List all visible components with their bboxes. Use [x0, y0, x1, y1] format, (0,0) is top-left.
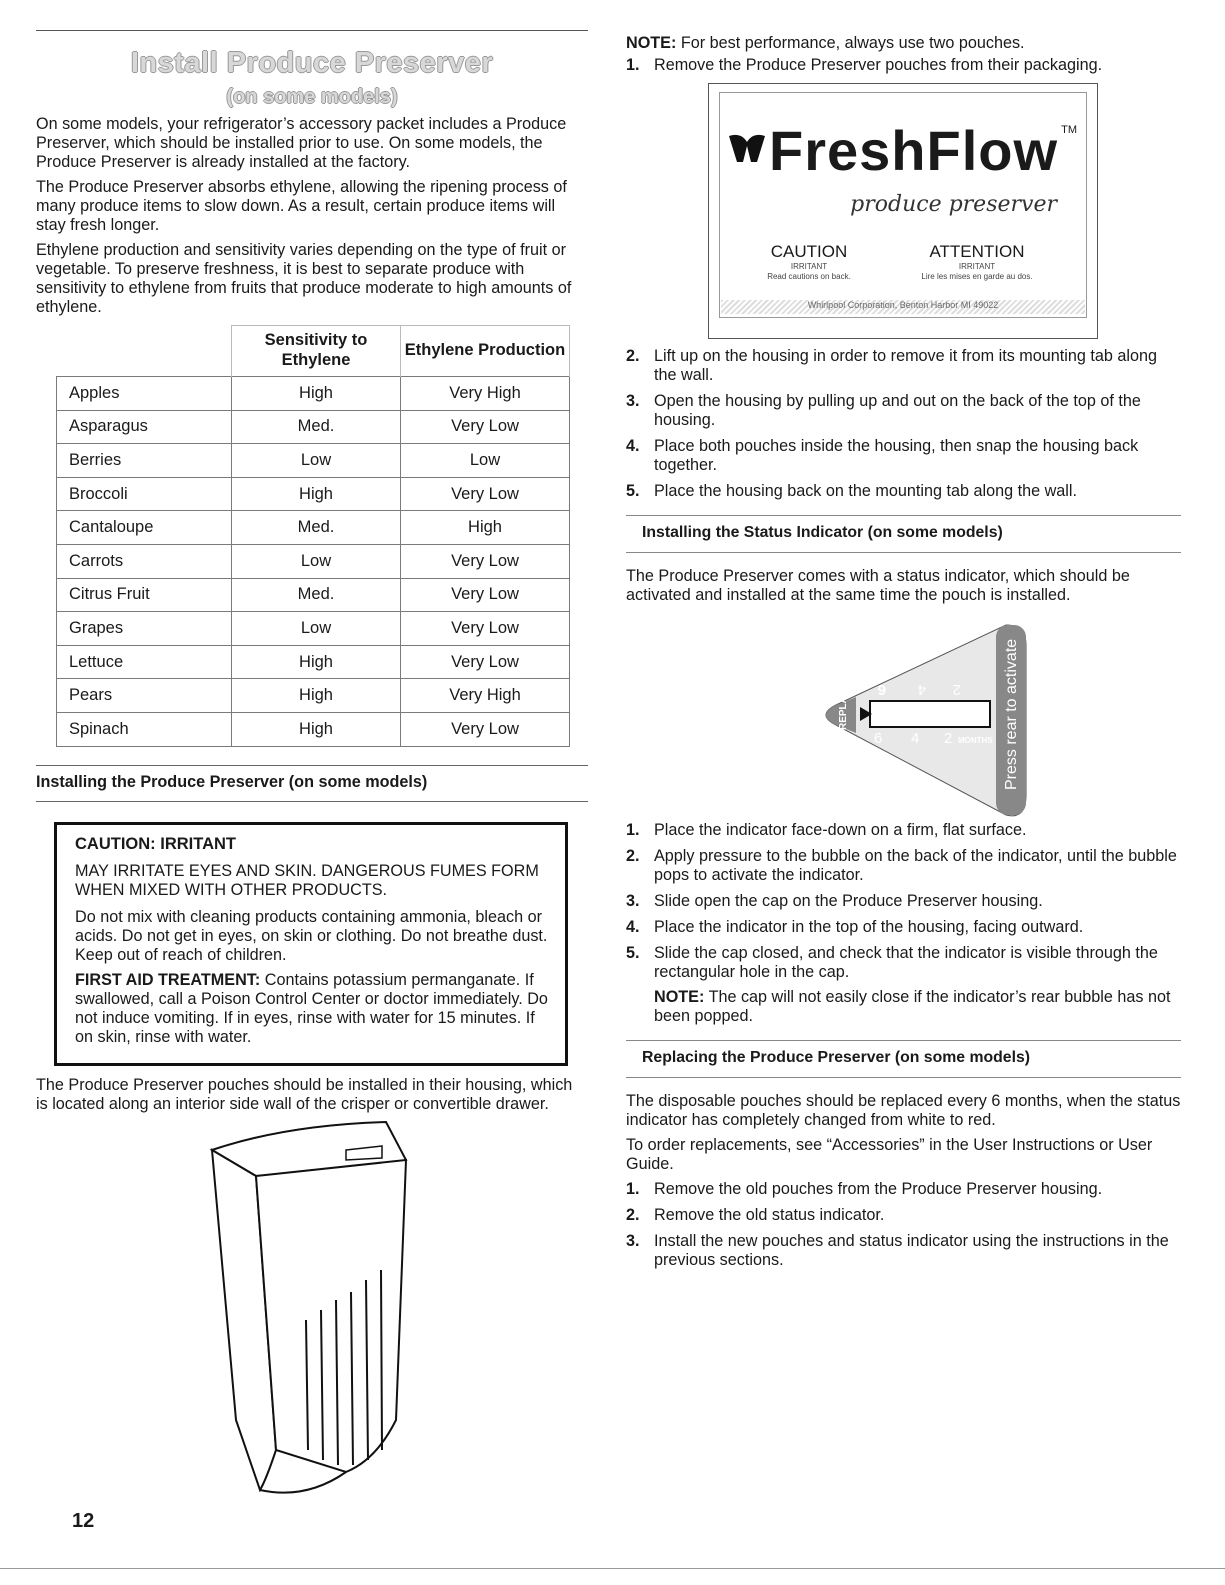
table-row	[57, 578, 570, 612]
top-divider	[36, 30, 588, 31]
food-name: Berries	[57, 444, 232, 478]
step-list-2	[626, 347, 1181, 501]
table-row	[57, 612, 570, 646]
list-item	[626, 892, 1181, 911]
production-cell: Very Low	[401, 477, 570, 511]
step-text: Slide open the cap on the Produce Preserver housing.	[654, 892, 1043, 910]
table-row	[57, 377, 570, 411]
table-row	[57, 511, 570, 545]
label-attention-title: ATTENTION	[929, 242, 1025, 261]
note-text: For best performance, always use two pouches.	[676, 34, 1025, 52]
table-row	[57, 712, 570, 746]
list-item	[626, 482, 1181, 501]
sensitivity-cell: Med.	[232, 578, 401, 612]
bottom-divider	[0, 1568, 1225, 1569]
ethylene-table	[56, 325, 570, 747]
sensitivity-cell: Low	[232, 612, 401, 646]
step-list-3	[626, 821, 1181, 1026]
step-text: Open the housing by pulling up and out on the back of the top of the housing.	[654, 392, 1141, 429]
food-name: Citrus Fruit	[57, 578, 232, 612]
housing-illustration	[36, 1120, 588, 1500]
step-number: 2.	[626, 847, 640, 865]
list-item	[626, 56, 1181, 75]
step-number: 3.	[626, 892, 640, 910]
step-text: Remove the Produce Preserver pouches from their packaging.	[654, 56, 1103, 74]
step-text: Apply pressure to the bubble on the back of the indicator, until the bubble pops to activate the indicator.	[654, 847, 1177, 884]
brand-subtitle: produce preserver	[850, 192, 1057, 217]
step-number: 4.	[626, 437, 640, 455]
table-row	[57, 679, 570, 713]
step-number: 2.	[626, 1206, 640, 1224]
step-number: 5.	[626, 944, 640, 962]
first-aid-label: FIRST AID TREATMENT:	[75, 970, 261, 989]
step-text: Place the housing back on the mounting tab along the wall.	[654, 482, 1077, 500]
right-column	[626, 30, 1181, 1277]
press-rear-text: Press rear to activate	[1003, 638, 1020, 790]
label-attention	[897, 242, 1057, 282]
caution-body: Do not mix with cleaning products containing ammonia, bleach or acids. Do not get in eyes, on skin or clothing. Do not breathe dust. Keep out of reach of children.	[75, 907, 548, 964]
freshflow-label	[708, 83, 1098, 339]
label-caution	[749, 242, 869, 282]
production-cell: Very Low	[401, 612, 570, 646]
page-title: Install Produce Preserver	[130, 47, 494, 79]
table-row	[57, 444, 570, 478]
step-list-4	[626, 1180, 1181, 1270]
indicator-drawing	[816, 615, 1036, 825]
label-caution-note: Read cautions on back.	[767, 272, 851, 281]
step-number: 1.	[626, 821, 640, 839]
list-item	[626, 821, 1181, 840]
sensitivity-cell: High	[232, 712, 401, 746]
table-header-blank	[57, 326, 232, 377]
brand-name: FreshFlow	[769, 119, 1059, 182]
food-name: Asparagus	[57, 410, 232, 444]
sensitivity-cell: Med.	[232, 511, 401, 545]
first-aid	[75, 971, 549, 1047]
label-attention-note: Lire les mises en garde au dos.	[921, 272, 1033, 281]
header-sensitivity: Sensitivity to Ethylene	[232, 326, 401, 377]
production-cell: Very High	[401, 377, 570, 411]
food-name: Apples	[57, 377, 232, 411]
food-name: Pears	[57, 679, 232, 713]
step-text: Install the new pouches and status indicator using the instructions in the previous sections.	[654, 1232, 1169, 1269]
top-num: 6	[877, 681, 886, 698]
list-item	[626, 1180, 1181, 1199]
production-cell: Very High	[401, 679, 570, 713]
caution-title: CAUTION: IRRITANT	[75, 834, 237, 853]
production-cell: High	[401, 511, 570, 545]
page-number: 12	[72, 1510, 95, 1532]
sensitivity-cell: Low	[232, 444, 401, 478]
note2-label: NOTE:	[654, 988, 705, 1006]
header-production: Ethylene Production	[401, 326, 570, 377]
left-column	[36, 30, 588, 1500]
table-row	[57, 544, 570, 578]
step-number: 1.	[626, 1180, 640, 1198]
top-num: 2	[952, 681, 961, 698]
list-item	[626, 944, 1181, 1026]
sensitivity-cell: High	[232, 377, 401, 411]
label-attention-irritant: IRRITANT	[958, 262, 996, 271]
note-top	[626, 34, 1181, 53]
food-name: Carrots	[57, 544, 232, 578]
installing-heading: Installing the Produce Preserver (on some models)	[36, 765, 588, 802]
bottom-num: 2	[944, 730, 953, 747]
sensitivity-cell: High	[232, 645, 401, 679]
step-text: Slide the cap closed, and check that the indicator is visible through the rectangular hole in the cap.	[654, 944, 1158, 981]
table-row	[57, 477, 570, 511]
list-item	[626, 347, 1181, 385]
food-name: Grapes	[57, 612, 232, 646]
production-cell: Very Low	[401, 544, 570, 578]
step-text: Remove the old pouches from the Produce Preserver housing.	[654, 1180, 1103, 1198]
list-item	[626, 847, 1181, 885]
note2-text: The cap will not easily close if the indicator’s rear bubble has not been popped.	[654, 988, 1171, 1025]
housing-paragraph: The Produce Preserver pouches should be installed in their housing, which is located along an interior side wall of the crisper or convertible drawer.	[36, 1075, 573, 1113]
note-cap	[654, 988, 1181, 1026]
caution-box	[54, 822, 568, 1066]
list-item	[626, 437, 1181, 475]
step-text: Place both pouches inside the housing, then snap the housing back together.	[654, 437, 1139, 474]
step-text: Place the indicator in the top of the housing, facing outward.	[654, 918, 1084, 936]
note-label: NOTE:	[626, 34, 677, 52]
leaf-logo-icon	[727, 132, 767, 166]
label-caution-irritant: IRRITANT	[790, 262, 828, 271]
top-num: 4	[917, 681, 926, 698]
production-cell: Very Low	[401, 645, 570, 679]
trademark: TM	[1061, 124, 1077, 136]
production-cell: Low	[401, 444, 570, 478]
food-name: Spinach	[57, 712, 232, 746]
list-item	[626, 1232, 1181, 1270]
step-number: 5.	[626, 482, 640, 500]
list-item	[626, 1206, 1181, 1225]
replacing-paragraph-2: To order replacements, see “Accessories” in the User Instructions or User Guide.	[626, 1136, 1153, 1173]
step-text: Lift up on the housing in order to remove it from its mounting tab along the wall.	[654, 347, 1157, 384]
table-row	[57, 645, 570, 679]
intro-paragraph-3: Ethylene production and sensitivity varies depending on the type of fruit or vegetable. To preserve freshness, it is best to separate produce with sensitivity to ethylene from fruits that produce moderate to high amounts of ethylene.	[36, 241, 572, 316]
food-name: Broccoli	[57, 477, 232, 511]
step-number: 3.	[626, 392, 640, 410]
bottom-num: 4	[911, 730, 920, 747]
status-intro: The Produce Preserver comes with a status indicator, which should be activated and installed at the same time the pouch is installed.	[626, 567, 1130, 604]
food-name: Cantaloupe	[57, 511, 232, 545]
label-caution-title: CAUTION	[770, 242, 848, 261]
step-number: 2.	[626, 347, 640, 365]
replacing-heading: Replacing the Produce Preserver (on some models)	[626, 1040, 1181, 1078]
label-footer: Whirlpool Corporation, Benton Harbor MI 49022	[721, 300, 1085, 314]
replace-text: REPLACE	[838, 682, 849, 730]
bottom-num: 6	[874, 730, 883, 747]
sensitivity-cell: High	[232, 477, 401, 511]
housing-drawing	[196, 1120, 456, 1500]
replacing-paragraph-1: The disposable pouches should be replaced every 6 months, when the status indicator has completely changed from white to red.	[626, 1092, 1181, 1129]
step-text: Place the indicator face-down on a firm, flat surface.	[654, 821, 1027, 839]
food-name: Lettuce	[57, 645, 232, 679]
table-header-row	[57, 326, 570, 377]
caution-warning: MAY IRRITATE EYES AND SKIN. DANGEROUS FUMES FORM WHEN MIXED WITH OTHER PRODUCTS.	[75, 861, 539, 899]
step-number: 4.	[626, 918, 640, 936]
status-indicator-heading: Installing the Status Indicator (on some models)	[626, 515, 1181, 553]
step-number: 1.	[626, 56, 640, 74]
months-text: MONTHS	[958, 736, 993, 745]
intro-paragraph-1: On some models, your refrigerator’s accessory packet includes a Produce Preserver, which should be installed prior to use. On some models, the Produce Preserver is already installed at the factory.	[36, 115, 567, 171]
production-cell: Very Low	[401, 578, 570, 612]
list-item	[626, 918, 1181, 937]
step-text: Remove the old status indicator.	[654, 1206, 885, 1224]
first-aid-text: Contains potassium permanganate. If swallowed, call a Poison Control Center or doctor immediately. Do not induce vomiting. If in eyes, rinse with water for 15 minutes. If on skin, rinse with water.	[75, 970, 548, 1046]
production-cell: Very Low	[401, 712, 570, 746]
status-indicator-illustration	[626, 615, 1181, 815]
list-item	[626, 392, 1181, 430]
sensitivity-cell: Med.	[232, 410, 401, 444]
step-list-1	[626, 56, 1181, 75]
table-row	[57, 410, 570, 444]
step-number: 3.	[626, 1232, 640, 1250]
intro-paragraph-2: The Produce Preserver absorbs ethylene, allowing the ripening process of many produce items to slow down. As a result, certain produce items will stay fresh longer.	[36, 178, 567, 234]
sensitivity-cell: High	[232, 679, 401, 713]
sensitivity-cell: Low	[232, 544, 401, 578]
page-subtitle: (on some models)	[226, 86, 398, 108]
production-cell: Very Low	[401, 410, 570, 444]
